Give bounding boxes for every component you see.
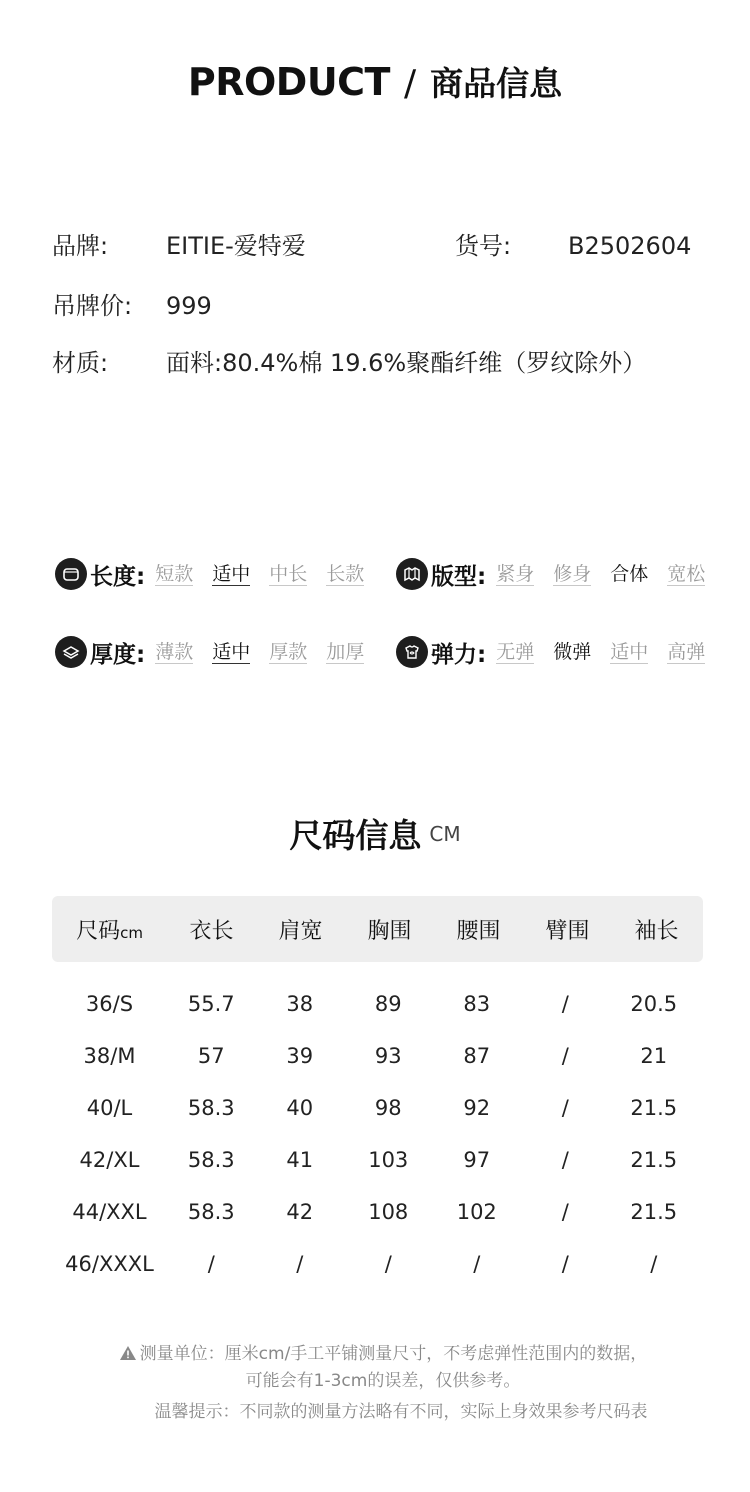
table-cell: /: [561, 992, 569, 1016]
attr-option: 无弹: [496, 640, 535, 663]
attr-thickness: [55, 634, 364, 670]
table-cell: 92: [463, 1096, 491, 1120]
attr-option: 高弹: [667, 640, 706, 663]
table-cell: 46/XXXL: [65, 1252, 154, 1276]
table-cell: /: [561, 1044, 569, 1068]
attr-elasticity: [396, 634, 705, 670]
attr-option: 修身: [553, 562, 592, 585]
table-cell: /: [561, 1148, 569, 1172]
brand-label: 品牌:: [52, 232, 109, 260]
attr-option: 适中: [610, 640, 649, 663]
table-cell: 20.5: [630, 992, 678, 1016]
attr-option: 中长: [269, 562, 308, 585]
table-row: [52, 1030, 703, 1082]
table-row: [52, 1082, 703, 1134]
attr-option: 加厚: [326, 640, 365, 663]
table-cell: 55.7: [187, 992, 235, 1016]
table-header-cell: 胸围: [367, 918, 412, 944]
table-cell: /: [296, 1252, 304, 1276]
table-cell: 38: [286, 992, 314, 1016]
table-cell: 57: [197, 1044, 225, 1068]
table-cell: 58.3: [187, 1200, 235, 1224]
tip-note: 温馨提示：不同款的测量方法略有不同，实际上身效果参考尺码表: [154, 1402, 648, 1422]
table-row: [52, 1186, 703, 1238]
size-section-title: [0, 810, 750, 857]
table-cell: /: [561, 1200, 569, 1224]
table-cell: 108: [368, 1200, 409, 1224]
table-header-cell: 尺码cm: [76, 918, 143, 944]
table-header-cell: 衣长: [189, 918, 234, 944]
attr-option: 紧身: [496, 562, 535, 585]
table-header-unit: cm: [120, 923, 143, 942]
table-cell: 38/M: [83, 1044, 136, 1068]
attr-option-selected: 微弹: [553, 640, 592, 663]
table-cell: 93: [374, 1044, 402, 1068]
attr-option: 厚款: [269, 640, 308, 663]
material-row: [52, 347, 646, 379]
table-header-cell: 肩宽: [278, 918, 323, 944]
table-cell: 41: [286, 1148, 314, 1172]
material-label: 材质:: [52, 349, 109, 377]
table-cell: 58.3: [187, 1096, 235, 1120]
table-cell: /: [473, 1252, 481, 1276]
size-title: 尺码信息: [289, 816, 422, 855]
table-header-cell: 腰围: [456, 918, 501, 944]
table-row: [52, 978, 703, 1030]
attr-length: [55, 556, 364, 592]
sku-value: B2502604: [568, 232, 692, 260]
attr-option-selected: 适中: [212, 562, 251, 585]
table-cell: /: [650, 1252, 658, 1276]
table-cell: 42: [286, 1200, 314, 1224]
table-cell: 58.3: [187, 1148, 235, 1172]
title-english: PRODUCT: [187, 60, 390, 104]
attr-option: 短款: [155, 562, 194, 585]
attr-option: 宽松: [667, 562, 706, 585]
title-chinese: 商品信息: [430, 64, 563, 103]
table-cell: 21.5: [630, 1096, 678, 1120]
table-cell: /: [384, 1252, 392, 1276]
note-line-1: 测量单位：厘米cm/手工平铺测量尺寸，不考虑弹性范围内的数据，: [139, 1344, 648, 1364]
price-row: [52, 290, 212, 322]
sku-label: 货号:: [455, 232, 512, 260]
length-icon: [55, 558, 87, 590]
price-value: 999: [166, 292, 212, 320]
size-title-unit: CM: [429, 822, 461, 846]
attr-label: 厚度:: [90, 641, 146, 668]
table-cell: 39: [286, 1044, 314, 1068]
attr-option-selected: 适中: [212, 640, 251, 663]
brand-value: EITIE-爱特爱: [166, 232, 306, 260]
material-value: 面料:80.4%棉 19.6%聚酯纤维（罗纹除外）: [166, 349, 647, 377]
table-cell: 40/L: [86, 1096, 133, 1120]
thickness-icon: [55, 636, 87, 668]
table-cell: 44/XXL: [72, 1200, 147, 1224]
measurement-note: [8, 1339, 750, 1364]
attr-option: 薄款: [155, 640, 194, 663]
table-cell: 40: [286, 1096, 314, 1120]
table-cell: 42/XL: [79, 1148, 140, 1172]
table-cell: /: [561, 1252, 569, 1276]
title-separator: /: [403, 63, 417, 104]
table-cell: 21.5: [630, 1200, 678, 1224]
table-cell: 21.5: [630, 1148, 678, 1172]
note-line-2: 可能会有1-3cm的误差，仅供参考。: [245, 1371, 521, 1391]
table-header-cell: 臂围: [545, 918, 590, 944]
attr-label: 版型:: [431, 563, 487, 590]
table-cell: 97: [463, 1148, 491, 1172]
table-cell: 87: [463, 1044, 491, 1068]
attr-option-selected: 合体: [610, 562, 649, 585]
table-cell: 103: [368, 1148, 409, 1172]
brand-row: [52, 230, 306, 262]
page-title: [0, 58, 750, 105]
attr-fit: [396, 556, 705, 592]
table-cell: /: [207, 1252, 215, 1276]
table-cell: 102: [456, 1200, 497, 1224]
table-header-cell: 袖长: [634, 918, 679, 944]
attr-label: 弹力:: [431, 641, 487, 668]
warning-icon: [119, 1345, 137, 1361]
attr-label: 长度:: [90, 563, 146, 590]
fit-icon: [396, 558, 428, 590]
table-cell: 83: [463, 992, 491, 1016]
table-cell: 89: [374, 992, 402, 1016]
elasticity-icon: [396, 636, 428, 668]
price-label: 吊牌价:: [52, 292, 133, 320]
sku-row: [455, 230, 691, 262]
table-row: [52, 1134, 703, 1186]
size-table-header: [52, 896, 703, 962]
table-cell: 36/S: [85, 992, 134, 1016]
table-row: [52, 1238, 703, 1290]
table-cell: 98: [374, 1096, 402, 1120]
table-cell: /: [561, 1096, 569, 1120]
attr-option: 长款: [326, 562, 365, 585]
table-cell: 21: [640, 1044, 668, 1068]
size-table-body: [52, 978, 703, 1290]
